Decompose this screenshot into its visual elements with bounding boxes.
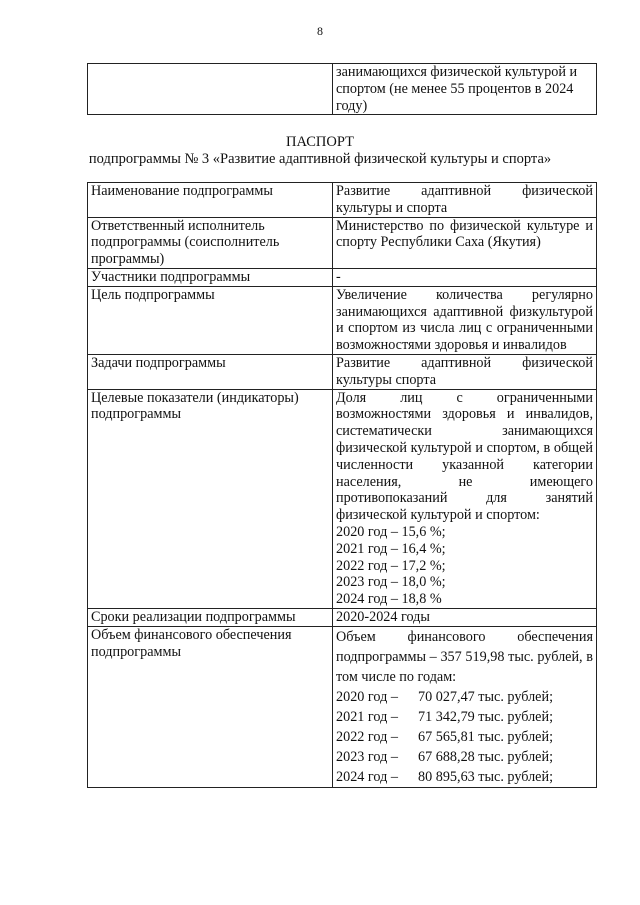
row-label: Наименование подпрограммы: [88, 183, 333, 218]
table-row: [88, 286, 597, 354]
table-row: [88, 183, 597, 218]
row-value: [333, 389, 597, 608]
row-value: [333, 626, 597, 787]
page-number: 8: [317, 24, 323, 38]
finance-year: 2023 год –: [336, 748, 398, 765]
passport-heading: [0, 134, 640, 168]
finance-year-row: [336, 707, 593, 727]
table-row: [88, 626, 597, 787]
finance-year-row: [336, 687, 593, 707]
finance-amount: 67 688,28 тыс. рублей;: [418, 748, 554, 765]
row-label: Ответственный исполнитель подпрограммы (соисполнитель программы): [88, 217, 333, 268]
finance-year: 2024 год –: [336, 768, 398, 785]
table-cell-empty: [88, 64, 333, 115]
row-label: Объем финансового обеспечения подпрограммы: [88, 626, 333, 787]
finance-amount: 71 342,79 тыс. рублей;: [418, 708, 554, 725]
row-value: Увеличение количества регулярно занимающихся адаптивной физкультурой и спортом из числа лиц с ограниченными возможностями здоровья и инвалидов: [333, 286, 597, 354]
table-row: [88, 217, 597, 268]
indicator-year: 2022 год – 17,2 %;: [336, 557, 446, 574]
row-label: Целевые показатели (индикаторы) подпрограммы: [88, 389, 333, 608]
passport-subtitle: подпрограммы № 3 «Развитие адаптивной физической культуры и спорта»: [88, 151, 552, 167]
finance-year: 2021 год –: [336, 708, 398, 725]
passport-table: [87, 182, 597, 788]
indicator-year: 2023 год – 18,0 %;: [336, 574, 446, 591]
indicator-year: 2021 год – 16,4 %;: [336, 540, 446, 557]
finance-year-row: [336, 747, 593, 767]
row-value: 2020-2024 годы: [333, 608, 597, 626]
continuation-table: [87, 63, 597, 115]
finance-year-row: [336, 767, 593, 787]
row-value: Развитие адаптивной физической культуры и спорта: [333, 183, 597, 218]
passport-title: ПАСПОРТ: [286, 134, 354, 150]
finance-amount: 67 565,81 тыс. рублей;: [418, 728, 554, 745]
row-label: Цель подпрограммы: [88, 286, 333, 354]
finance-year: 2022 год –: [336, 728, 398, 745]
table-cell: занимающихся физической культурой и спортом (не менее 55 процентов в 2024 году): [333, 64, 597, 115]
finance-year-row: [336, 727, 593, 747]
finance-year: 2020 год –: [336, 688, 398, 705]
row-label: Участники подпрограммы: [88, 268, 333, 286]
finance-intro: Объем финансового обеспечения подпрограммы – 357 519,98 тыс. рублей, в том числе по годам:: [336, 628, 593, 685]
row-label: Сроки реализации подпрограммы: [88, 608, 333, 626]
row-value: Развитие адаптивной физической культуры спорта: [333, 354, 597, 389]
table-row: [88, 608, 597, 626]
table-row: [88, 389, 597, 608]
indicator-year: 2024 год – 18,8 %: [336, 591, 442, 608]
row-value: -: [333, 268, 597, 286]
row-value: Министерство по физической культуре и спорту Республики Саха (Якутия): [333, 217, 597, 268]
row-label: Задачи подпрограммы: [88, 354, 333, 389]
indicator-year: 2020 год – 15,6 %;: [336, 523, 446, 540]
table-row: [88, 268, 597, 286]
finance-amount: 70 027,47 тыс. рублей;: [418, 688, 554, 705]
table-row: [88, 64, 597, 115]
finance-amount: 80 895,63 тыс. рублей;: [418, 768, 554, 785]
table-row: [88, 354, 597, 389]
indicator-text: Доля лиц с ограниченными возможностями здоровья и инвалидов, систематически занимающихся физической культурой и спортом, в общей численности указанной категории населения, не имеющего противопоказаний для занятий физической культурой и спортом:: [336, 389, 593, 524]
